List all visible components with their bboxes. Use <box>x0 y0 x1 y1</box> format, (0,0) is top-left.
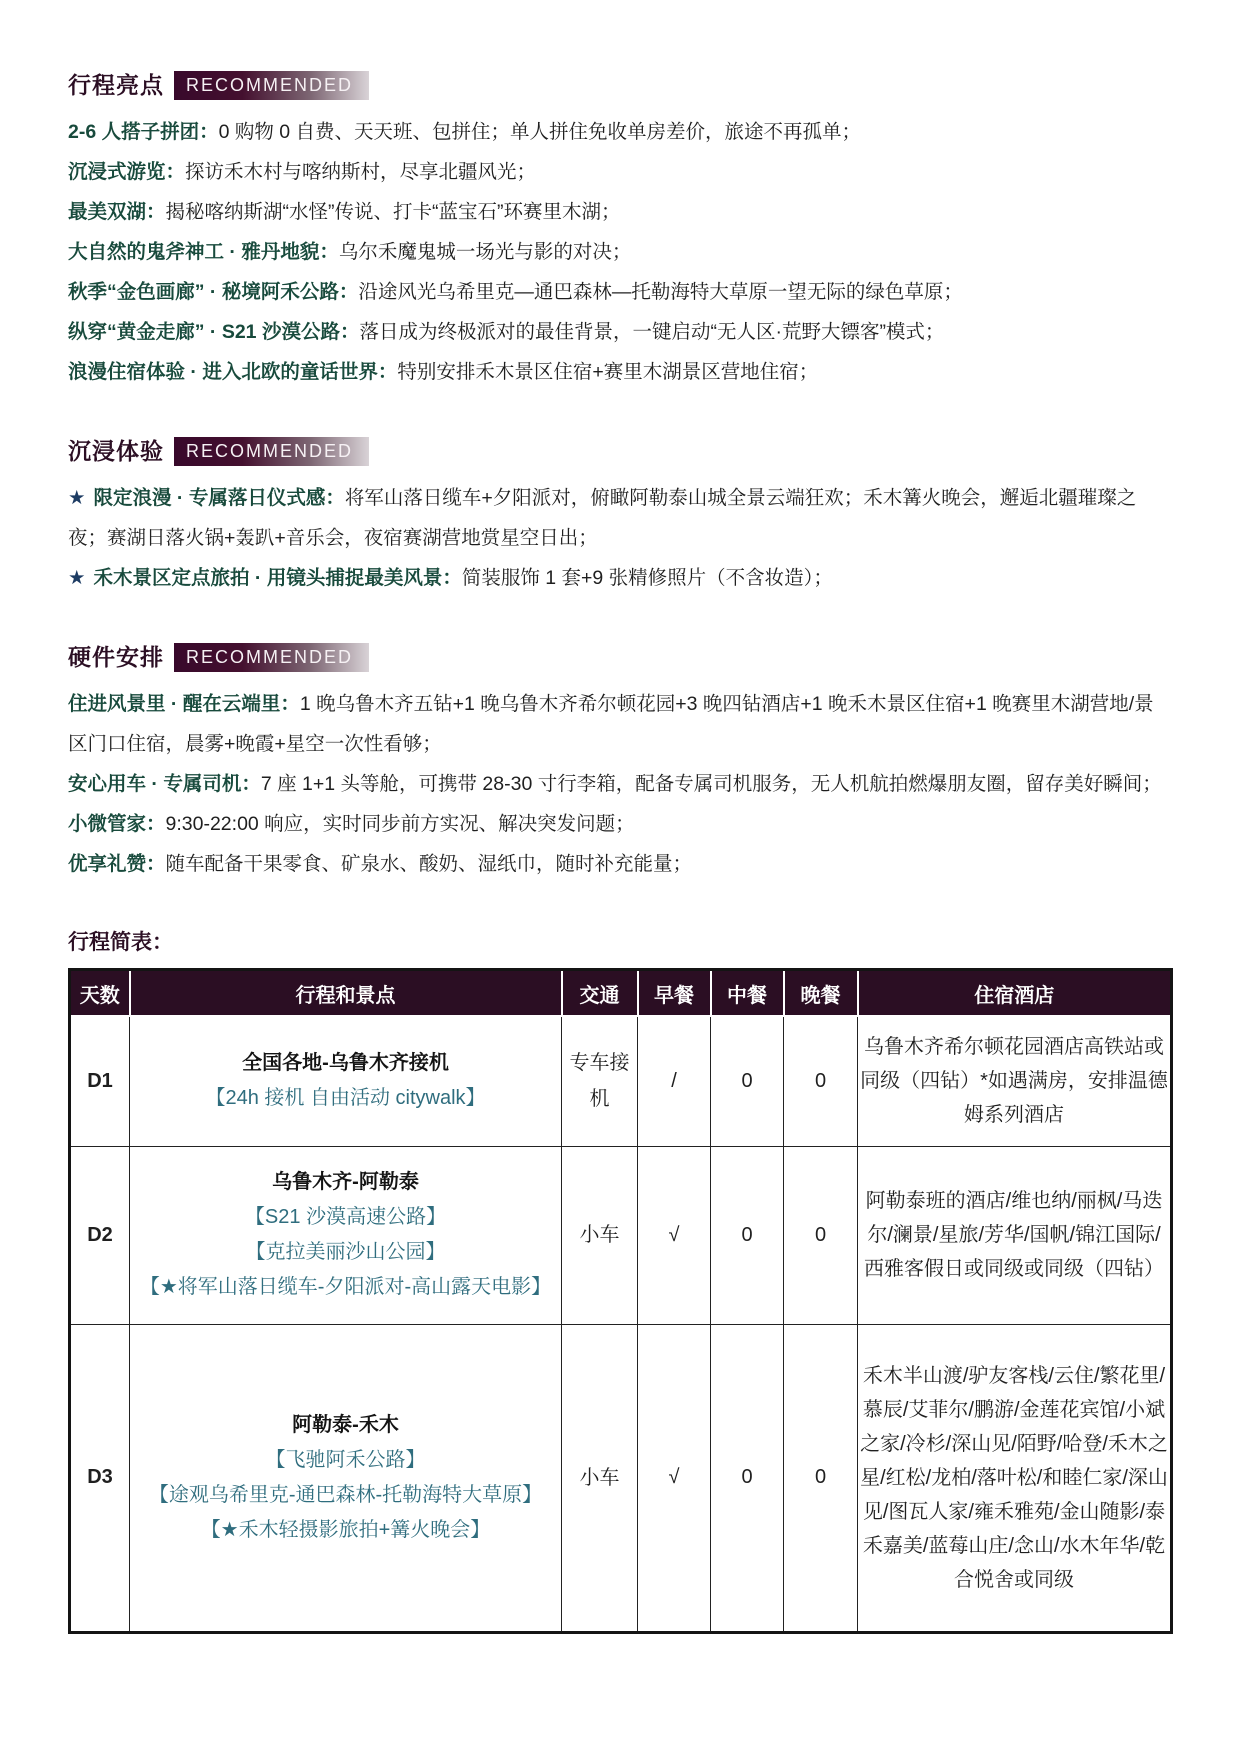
highlight-item <box>68 192 1170 232</box>
route-cell <box>130 1016 562 1146</box>
recommended-badge: RECOMMENDED <box>174 643 369 672</box>
dinner-cell: 0 <box>784 1016 858 1146</box>
col-header-transport: 交通 <box>562 970 638 1017</box>
highlight-lead: 纵穿“黄金走廊” · S21 沙漠公路： <box>68 321 360 343</box>
highlight-text: 落日成为终极派对的最佳背景，一键启动“无人区·荒野大镖客”模式； <box>359 321 945 343</box>
day-cell: D1 <box>70 1016 130 1146</box>
route-detail: 【克拉美丽沙山公园】 <box>245 1241 446 1263</box>
highlight-lead: 2-6 人搭子拼团： <box>68 121 219 143</box>
hotel-cell: 乌鲁木齐希尔顿花园酒店高铁站或同级（四钻）*如遇满房，安排温德姆系列酒店 <box>858 1016 1172 1146</box>
section-itinerary-table <box>68 928 1170 1634</box>
section-hardware <box>68 642 1170 884</box>
day-cell: D3 <box>70 1324 130 1632</box>
transport-cell: 专车接机 <box>562 1016 638 1146</box>
route-cell <box>130 1146 562 1324</box>
route-title: 全国各地-乌鲁木齐接机 <box>242 1052 449 1075</box>
highlight-item <box>68 312 1170 352</box>
day-cell: D2 <box>70 1146 130 1324</box>
highlight-text: 探访禾木村与喀纳斯村，尽享北疆风光； <box>185 161 537 183</box>
hardware-item <box>68 764 1170 804</box>
dinner-cell: 0 <box>784 1324 858 1632</box>
route-cell <box>130 1324 562 1632</box>
route-title: 阿勒泰-禾木 <box>292 1413 399 1436</box>
star-icon: ★ <box>68 487 86 509</box>
hardware-item <box>68 844 1170 884</box>
immersive-text: 将军山落日缆车+夕阳派对，俯瞰阿勒泰山城全景云端狂欢；禾木篝火晚会，邂逅北疆璀璨之夜；赛湖日落火锅+轰趴+音乐会，夜宿赛湖营地赏星空日出； <box>68 487 1137 549</box>
route-title: 乌鲁木齐-阿勒泰 <box>272 1171 419 1193</box>
highlight-item <box>68 152 1170 192</box>
highlight-text: 沿途风光乌希里克—通巴森林—托勒海特大草原一望无际的绿色草原； <box>358 281 963 303</box>
hardware-text: 9:30-22:00 响应，实时同步前方实况、解决突发问题； <box>165 813 635 835</box>
itinerary-table <box>68 968 1173 1634</box>
breakfast-cell: / <box>638 1016 711 1146</box>
immersive-lead: 限定浪漫 · 专属落日仪式感： <box>93 487 345 509</box>
dinner-cell: 0 <box>784 1146 858 1324</box>
section-title: 行程亮点 <box>68 72 164 98</box>
transport-cell: 小车 <box>562 1146 638 1324</box>
hardware-text: 随车配备干果零食、矿泉水、酸奶、湿纸巾，随时补充能量； <box>165 853 693 875</box>
col-header-hotel: 住宿酒店 <box>858 970 1172 1017</box>
hardware-lead: 小微管家： <box>68 813 166 835</box>
highlight-lead: 最美双湖： <box>68 201 166 223</box>
table-row <box>70 1016 1172 1146</box>
section-title: 硬件安排 <box>68 644 164 670</box>
route-detail: 【★禾木轻摄影旅拍+篝火晚会】 <box>200 1518 491 1541</box>
highlight-item <box>68 352 1170 392</box>
highlight-lead: 沉浸式游览： <box>68 161 186 183</box>
hardware-text: 1 晚乌鲁木齐五钻+1 晚乌鲁木齐希尔顿花园+3 晚四钻酒店+1 晚禾木景区住宿+1 晚赛里木湖营地/景区门口住宿，晨雾+晚霞+星空一次性看够； <box>68 693 1154 755</box>
highlight-text: 特别安排禾木景区住宿+赛里木湖景区营地住宿； <box>397 361 819 383</box>
highlight-lead: 浪漫住宿体验 · 进入北欧的童话世界： <box>68 361 398 383</box>
col-header-route: 行程和景点 <box>130 970 562 1017</box>
highlight-item <box>68 112 1170 152</box>
section-title: 沉浸体验 <box>68 438 164 464</box>
recommended-badge: RECOMMENDED <box>174 437 369 466</box>
route-detail: 【飞驰阿禾公路】 <box>265 1448 426 1471</box>
table-title: 行程简表： <box>68 931 173 954</box>
lunch-cell: 0 <box>711 1324 784 1632</box>
highlight-text: 揭秘喀纳斯湖“水怪”传说、打卡“蓝宝石”环赛里木湖； <box>165 201 621 223</box>
hotel-cell: 阿勒泰班的酒店/维也纳/丽枫/马迭尔/澜景/星旅/芳华/国帆/锦江国际/西雅客假日或同级或同级（四钻） <box>858 1146 1172 1324</box>
immersive-lead: 禾木景区定点旅拍 · 用镜头捕捉最美风景： <box>93 567 462 589</box>
hotel-cell: 禾木半山渡/驴友客栈/云住/繁花里/慕辰/艾菲尔/鹏游/金莲花宾馆/小斌之家/冷杉/深山见/陌野/哈登/禾木之星/红松/龙柏/落叶松/和睦仁家/深山见/图瓦人家/雍禾雅苑/金山随影/泰禾嘉美/蓝莓山庄/念山/水木年华/乾合悦舍或同级 <box>858 1324 1172 1632</box>
route-detail: 【★将军山落日缆车-夕阳派对-高山露天电影】 <box>139 1276 552 1298</box>
highlight-lead: 秋季“金色画廊” · 秘境阿禾公路： <box>68 281 359 303</box>
highlight-item <box>68 232 1170 272</box>
col-header-lunch: 中餐 <box>711 970 784 1017</box>
route-detail: 【途观乌希里克-通巴森林-托勒海特大草原】 <box>148 1483 543 1506</box>
col-header-dinner: 晚餐 <box>784 970 858 1017</box>
immersive-item <box>68 478 1170 558</box>
breakfast-cell: √ <box>638 1324 711 1632</box>
section-hardware-header <box>68 642 1170 672</box>
hardware-lead: 优享礼赞： <box>68 853 166 875</box>
table-header-row <box>70 970 1172 1017</box>
hardware-lead: 住进风景里 · 醒在云端里： <box>68 693 300 715</box>
recommended-badge: RECOMMENDED <box>174 71 369 100</box>
hardware-text: 7 座 1+1 头等舱，可携带 28-30 寸行李箱，配备专属司机服务，无人机航拍燃爆朋友圈，留存美好瞬间； <box>260 773 1162 795</box>
transport-cell: 小车 <box>562 1324 638 1632</box>
col-header-breakfast: 早餐 <box>638 970 711 1017</box>
route-detail: 【S21 沙漠高速公路】 <box>244 1206 447 1228</box>
section-immersive-header <box>68 436 1170 466</box>
highlight-text: 0 购物 0 自费、天天班、包拼住；单人拼住免收单房差价，旅途不再孤单； <box>218 121 862 143</box>
highlight-text: 乌尔禾魔鬼城一场光与影的对决； <box>338 241 632 263</box>
hardware-item <box>68 804 1170 844</box>
highlight-item <box>68 272 1170 312</box>
immersive-item <box>68 558 1170 598</box>
lunch-cell: 0 <box>711 1146 784 1324</box>
col-header-days: 天数 <box>70 970 130 1017</box>
highlight-lead: 大自然的鬼斧神工 · 雅丹地貌： <box>68 241 339 263</box>
table-row <box>70 1146 1172 1324</box>
section-immersive <box>68 436 1170 598</box>
breakfast-cell: √ <box>638 1146 711 1324</box>
hardware-item <box>68 684 1170 764</box>
lunch-cell: 0 <box>711 1016 784 1146</box>
section-highlights-header <box>68 70 1170 100</box>
hardware-lead: 安心用车 · 专属司机： <box>68 773 261 795</box>
star-icon: ★ <box>68 567 86 589</box>
immersive-text: 简装服饰 1 套+9 张精修照片（不含妆造）； <box>461 567 833 589</box>
table-row <box>70 1324 1172 1632</box>
section-highlights <box>68 70 1170 392</box>
route-detail: 【24h 接机 自由活动 citywalk】 <box>205 1087 486 1110</box>
